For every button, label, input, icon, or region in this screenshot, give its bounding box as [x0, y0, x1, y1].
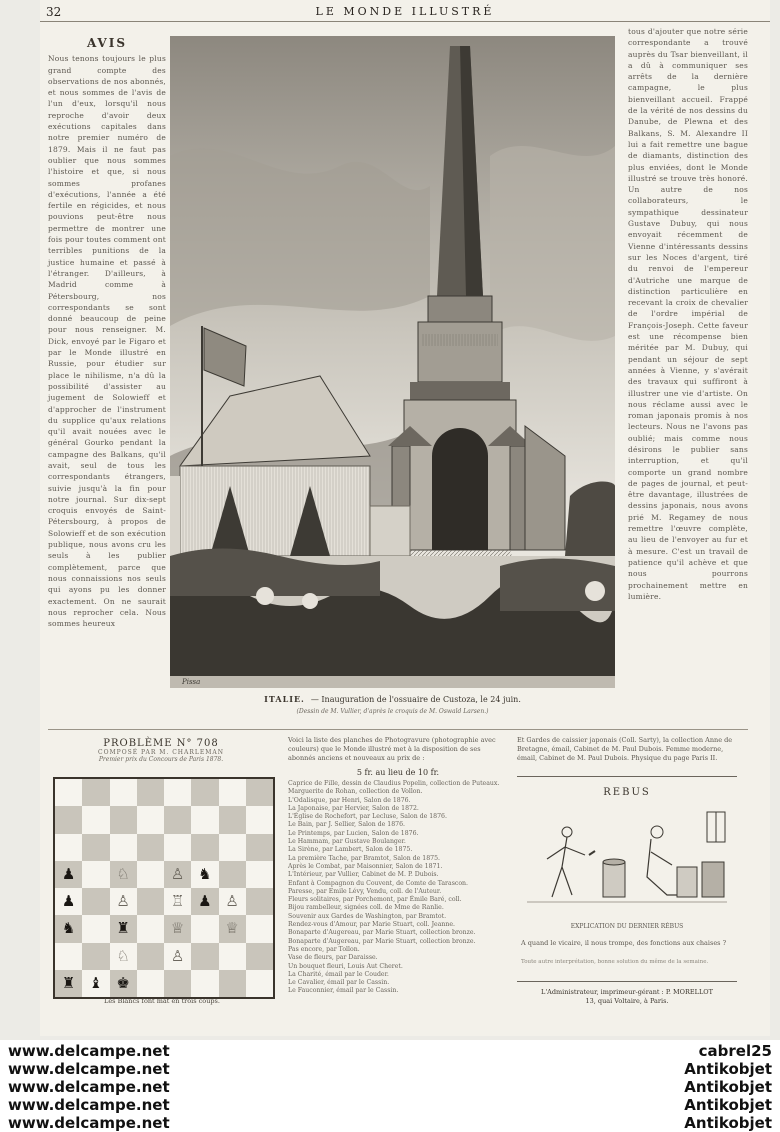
plate-list-item: La Charité, émail par le Couder. — [288, 970, 389, 978]
plate-list-item: Caprice de Fille, dessin de Claudius Popelin, collection de Puteaux. — [288, 780, 500, 787]
chess-piece: ♙ — [116, 892, 130, 911]
plates-intro: Voici la liste des planches de Photogravure (photographie avec couleurs) que le Monde illustré met à la disposition de ses abonnés anciens et nouveaux au prix de : — [288, 736, 496, 762]
plate-list-item: Le Cavalier, émail par le Cassin. — [288, 979, 390, 987]
plate-list-item: Paresse, par Emile Lévy, Vendu, coll. de l'Auteur. — [288, 887, 442, 895]
watermark-line: Antikobjet — [684, 1078, 772, 1096]
problem-prize: Premier prix du Concours de Paris 1878. — [98, 756, 224, 763]
chess-board — [53, 777, 275, 999]
section-divider — [48, 729, 748, 730]
chess-square — [219, 970, 246, 997]
right-column-text: tous d'ajouter que notre série correspondante a trouvé auprès du Tsar bienveillant, il a dû à communiquer ses arrêts de la dernière campagne, le plus bienveillant accueil. Frappé de la vérité de nos dessins du Danube, de Plewna et des Balkans, S. M. Alexandre II lui a fait remettre une bague de diamants, distinction des plus enviées, dont le Monde illustré se trouve très honoré. Un autre de nos collaborateurs, le sympathique dessinateur Gustave Dubuy, qui nous envoyait récemment de Vienne d'intéressants dessins sur les Noces d'argent, tiré du renvoi de l'empereur d'Autriche une marque de distinction particulière en recevant la croix de chevalier de l'ordre impérial de François-Joseph. Cette faveur est une récompense bien méritée par M. Dubuy, qui pendant un séjour de sept années à Vienne, y s'avérait des travaux qui suffiront à illustrer une vie d'artiste. On nous réclame aussi avec le roman japonais promis à nos lecteurs. Nous ne l'avons pas oublié; mais comme nous désirons le publier sans interruption, et qu'il comporte un grand nombre de pages de journal, et peut-être davantage, illustrées de dessins japonais, nous avons prié M. Regamey de nous remettre l'œuvre complète, au lieu de l'envoyer au fur et à mesure. C'est un travail de patience qu'il achève et que nous pourrons prochainement mettre en lumière. — [628, 27, 748, 601]
plate-list-item: Le Fauconnier, émail par le Cassin. — [288, 987, 399, 995]
chess-square — [82, 970, 109, 997]
chess-square — [110, 861, 137, 888]
plate-list-item: La première Tache, par Bramtot, Salon de 1875. — [288, 854, 440, 862]
chess-square — [246, 779, 273, 806]
chess-square — [191, 915, 218, 942]
chess-square — [137, 806, 164, 833]
chess-square — [246, 970, 273, 997]
imprint-line-2: 13, quai Voltaire, à Paris. — [585, 997, 669, 1005]
chess-square — [82, 806, 109, 833]
plate-list-item: Le Hammam, par Gustave Boulanger. — [288, 838, 406, 846]
chess-square — [164, 970, 191, 997]
avis-column — [48, 38, 166, 629]
plate-list-item: Bonaparte d'Augereau, par Marie Stuart, collection bronze. — [288, 937, 476, 945]
avis-text: Nous tenons toujours le plus grand compte des observations de nos abonnés, et nous sommes de l'avis de l'un d'eux, lorsqu'il nous reproche d'avoir deux exécutions capitales dans notre premier numéro de 1879. Mais il ne faut pas oublier que nous sommes l'histoire et que, si nous sommes profanes d'exécutions, l'année a été fertile en régicides, et nous pouvions peut-être nous permettre de montrer une fois pour toutes comment ont terribles punitions de la justice humaine et passé à l'étranger. D'ailleurs, à Madrid comme à Pétersbourg, nos correspondants se sont donné beaucoup de peine pour nous renseigner. M. Dick, envoyé par le Figaro et par le Monde illustré en Russie, pour étudier sur place le nihilisme, n'a dû la possibilité d'assister au jugement de Solowieff et d'approcher de l'instrument du supplice qu'aux relations qu'il avait nouées avec le général Gourko pendant la campagne des Balkans, qu'il avait, seul de tous les correspondants étrangers, suivie jusqu'à la fin pour notre journal. Sur dix-sept croquis envoyés de Saint-Pétersbourg, à propos de Solowieff et de son exécution publique, nous avons cru les seuls à les publier complètement, parce que nous connaissions nos seuls qui ayons pu les donner exactement. On ne saurait nous reprocher cela. Nous sommes heureux — [48, 54, 166, 629]
chess-square — [191, 806, 218, 833]
chess-caption: Les Blancs font mat en trois coups. — [104, 997, 220, 1005]
chess-square — [55, 943, 82, 970]
chess-square — [164, 834, 191, 861]
rebus-illustration — [517, 807, 737, 917]
obelisk-illustration — [170, 36, 615, 688]
chess-square — [55, 779, 82, 806]
watermark-right — [684, 1042, 772, 1132]
imprint — [517, 988, 737, 1006]
chess-square — [137, 861, 164, 888]
chess-square — [82, 861, 109, 888]
plate-list-item: Vase de fleurs, par Daraisse. — [288, 954, 378, 962]
chess-square — [164, 915, 191, 942]
chess-square — [55, 834, 82, 861]
chess-square — [137, 915, 164, 942]
chess-square — [110, 915, 137, 942]
chess-square — [110, 888, 137, 915]
plate-list-item: Souvenir aux Gardes de Washington, par Bramtot. — [288, 912, 447, 920]
chess-piece: ♘ — [116, 864, 130, 883]
chess-square — [137, 970, 164, 997]
chess-square — [55, 915, 82, 942]
chess-piece: ♜ — [116, 919, 130, 938]
chess-square — [137, 943, 164, 970]
chess-piece: ♙ — [170, 946, 185, 965]
plate-list-item: Pas encore, par Tollon. — [288, 945, 360, 953]
chess-square — [246, 888, 273, 915]
watermark-line: www.delcampe.net — [8, 1114, 170, 1132]
chess-square — [137, 779, 164, 806]
chess-piece: ♙ — [170, 864, 185, 883]
chess-piece: ♘ — [116, 946, 130, 965]
chess-square — [246, 834, 273, 861]
chess-piece: ♟ — [61, 864, 76, 883]
engraving-svg — [170, 36, 615, 688]
plate-list-item: Rendez-vous d'Amour, par Marie Stuart, coll. Jeanne. — [288, 921, 455, 929]
watermark-line: cabrel25 — [698, 1042, 772, 1060]
chess-piece: ♕ — [225, 919, 239, 938]
chess-square — [191, 943, 218, 970]
plate-list-item: La Sirène, par Lambert, Salon de 1875. — [288, 846, 413, 854]
plate-list-item: Fleurs solitaires, par Porchemont, par Émile Baré, coll. — [288, 896, 462, 904]
chess-square — [219, 915, 246, 942]
watermark-line: www.delcampe.net — [8, 1042, 170, 1060]
chess-square — [246, 806, 273, 833]
caption-title: ITALIE. — [264, 694, 305, 704]
page-title: LE MONDE ILLUSTRÉ — [315, 5, 495, 18]
watermark-line: www.delcampe.net — [8, 1096, 170, 1114]
plates-price: 5 fr. au lieu de 10 fr. — [356, 768, 440, 777]
chess-square — [191, 970, 218, 997]
chess-square — [82, 834, 109, 861]
chess-problem-header — [46, 738, 276, 763]
watermark-left — [8, 1042, 170, 1132]
chess-square — [137, 834, 164, 861]
chess-square — [191, 861, 218, 888]
chess-square — [55, 970, 82, 997]
chess-square — [219, 861, 246, 888]
right-column — [628, 26, 748, 602]
chess-square — [164, 779, 191, 806]
plate-list-item: Bijou rambelleur, signées coll. de Mme de Ranlie. — [288, 904, 444, 912]
chess-square — [191, 834, 218, 861]
chess-square — [191, 888, 218, 915]
watermark-line: Antikobjet — [684, 1060, 772, 1078]
rebus-title: REBUS — [603, 787, 651, 798]
chess-square — [110, 834, 137, 861]
chess-square — [164, 888, 191, 915]
chess-square — [219, 834, 246, 861]
chess-square — [164, 806, 191, 833]
plate-list-item: Marguerite de Rohan, collection de Vollon. — [288, 788, 423, 796]
watermark-line: Antikobjet — [684, 1114, 772, 1132]
chess-piece: ♖ — [170, 892, 185, 911]
watermark-line: www.delcampe.net — [8, 1060, 170, 1078]
plate-list-item: L'Odalisque, par Henri, Salon de 1876. — [288, 796, 411, 804]
chess-piece: ♜ — [61, 973, 76, 992]
plate-list-item: L'Église de Rochefort, par Lecluse, Salon de 1876. — [288, 813, 447, 821]
chess-square — [55, 888, 82, 915]
chess-square — [246, 915, 273, 942]
chess-square — [82, 779, 109, 806]
chess-square — [110, 970, 137, 997]
plates-list — [288, 780, 508, 996]
problem-composer: COMPOSÉ PAR M. CHARLEMAN — [98, 749, 224, 756]
chess-piece: ♞ — [61, 919, 76, 938]
plates-column — [288, 736, 508, 996]
plate-list-item: L'Intérieur, par Vullier, Cabinet de M. P. Dubois. — [288, 871, 439, 879]
avis-title: AVIS — [86, 36, 128, 50]
chess-square — [164, 943, 191, 970]
chess-piece: ♚ — [116, 973, 130, 992]
chess-square — [82, 943, 109, 970]
rebus-question: A quand le vicaire, il nous trompe, des fonctions aux chaises ? — [521, 939, 727, 947]
page-number: 32 — [46, 5, 62, 19]
chess-square — [137, 888, 164, 915]
plate-list-item: La Japonaise, par Hervier, Salon de 1872. — [288, 804, 419, 812]
plate-list-item: Le Printemps, par Lucien, Salon de 1876. — [288, 829, 419, 837]
chess-piece: ♝ — [89, 973, 103, 992]
arch-door — [432, 428, 488, 550]
newspaper-page — [40, 0, 770, 1036]
chess-piece: ♕ — [170, 919, 185, 938]
rebus-answer: Toute autre interprétation, bonne solution du même de la semaine. — [521, 959, 709, 965]
chess-square — [246, 943, 273, 970]
rebus-box — [517, 776, 737, 982]
chess-square — [110, 779, 137, 806]
illustration-caption — [170, 694, 615, 715]
plate-list-item: Bonaparte d'Augereau, par Marie Stuart, collection bronze. — [288, 929, 476, 937]
chess-piece: ♟ — [61, 892, 76, 911]
chess-square — [82, 888, 109, 915]
chess-square — [82, 915, 109, 942]
artist-signature: Pissa — [182, 678, 201, 686]
caption-credit: (Dessin de M. Vullier, d'après le croquis de M. Oswald Larsen.) — [296, 708, 489, 715]
chess-piece: ♞ — [198, 864, 212, 883]
plate-list-item: Enfant à Compagnon du Couvent, de Comte de Tarascon. — [288, 879, 469, 887]
chess-piece: ♙ — [225, 892, 239, 911]
imprint-line-1: L'Administrateur, imprimeur-gérant : P. MORELLOT — [541, 988, 713, 996]
chess-square — [219, 888, 246, 915]
watermark-line: www.delcampe.net — [8, 1078, 170, 1096]
rebus-top-text: Et Gardes de caissier japonais (Coll. Sarty), la collection Anne de Bretagne, émail, Cabinet de M. Paul Dubois. Femme moderne, émail, Cabinet de M. Paul Dubois. Physique du page Paris II. — [517, 736, 733, 762]
problem-title: PROBLÈME N° 708 — [103, 738, 219, 749]
chess-square — [246, 861, 273, 888]
cloud — [490, 146, 615, 341]
plate-list-item: Après le Combat, par Maisonnier, Salon de 1871. — [288, 862, 443, 870]
chess-square — [219, 779, 246, 806]
caption-text: — Inauguration de l'ossuaire de Custoza, le 24 juin. — [310, 695, 521, 704]
chess-square — [55, 806, 82, 833]
chess-square — [191, 779, 218, 806]
plate-list-item: Un bouquet fleuri, Louis Aut Cheret. — [288, 962, 403, 970]
chess-square — [164, 861, 191, 888]
chess-square — [110, 806, 137, 833]
chess-square — [55, 861, 82, 888]
page-header — [40, 3, 770, 22]
chess-piece: ♟ — [198, 892, 212, 911]
rebus-explanation-title: EXPLICATION DU DERNIER RÉBUS — [570, 923, 684, 930]
chess-square — [219, 943, 246, 970]
chess-square — [110, 943, 137, 970]
chess-square — [219, 806, 246, 833]
watermark-line: Antikobjet — [684, 1096, 772, 1114]
plate-list-item: Le Bain, par J. Sellier, Salon de 1876. — [288, 821, 405, 829]
